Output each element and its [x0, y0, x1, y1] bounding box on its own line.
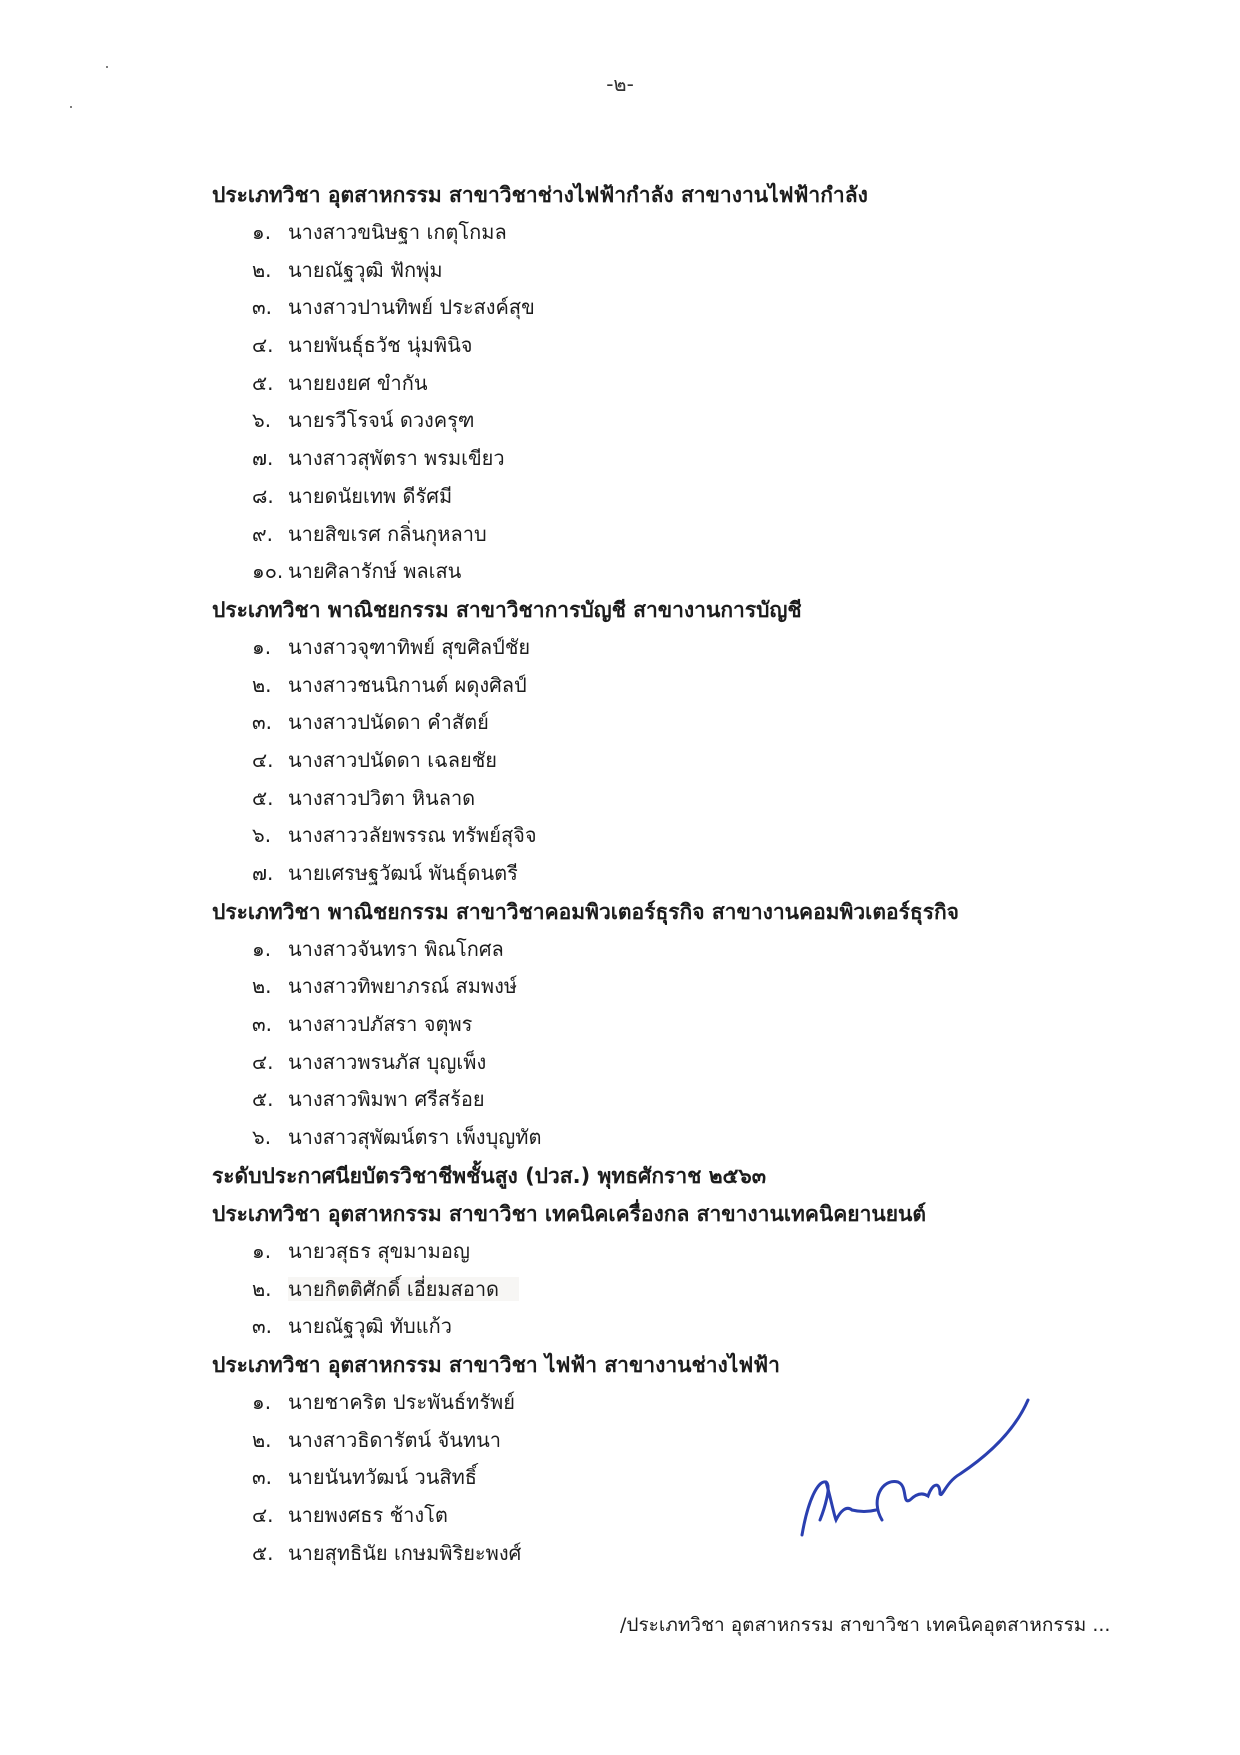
item-number: ๓.	[252, 1465, 273, 1490]
section-electric-power	[212, 176, 1212, 591]
list-item	[212, 402, 1212, 440]
item-name: นายวสุธร สุขมามอญ	[288, 1238, 470, 1263]
list-item	[212, 931, 1212, 969]
item-number: ๗.	[252, 861, 274, 885]
list-item	[212, 1044, 1212, 1082]
list-item	[212, 1081, 1212, 1119]
section-heading: ประเภทวิชา พาณิชยกรรม สาขาวิชาการบัญชี สาขางานการบัญชี	[212, 597, 802, 622]
item-name: นายพงศธร ช้างโต	[288, 1502, 448, 1527]
list-item	[212, 252, 1212, 290]
item-name: นางสาวปภัสรา จตุพร	[288, 1012, 473, 1037]
item-number: ๒.	[252, 257, 272, 282]
list-item	[212, 742, 1212, 780]
list-item	[212, 1384, 1212, 1422]
item-number: ๘.	[252, 483, 274, 508]
section-automotive	[212, 1195, 1212, 1346]
item-name: นางสาวขนิษฐา เกตุโกมล	[288, 220, 507, 244]
item-name: นางสาวพรนภัส บุญเพ็ง	[288, 1049, 487, 1074]
page-number: -๒-	[606, 72, 634, 96]
item-number: ๙.	[252, 521, 274, 546]
item-name: นายศิลารักษ์ พลเสน	[288, 559, 462, 584]
item-number: ๔.	[252, 1502, 274, 1527]
item-number: ๕.	[252, 1087, 274, 1112]
section-heading: ประเภทวิชา อุตสาหกรรม สาขาวิชาช่างไฟฟ้ากำลัง สาขางานไฟฟ้ากำลัง	[212, 183, 868, 207]
list-item	[212, 1233, 1212, 1271]
item-name: นายยงยศ ขำกัน	[288, 370, 428, 395]
item-number: ๗.	[252, 446, 274, 471]
item-number: ๑.	[252, 220, 272, 244]
item-number: ๖.	[252, 408, 272, 433]
item-name: นางสาวชนนิกานต์ ผดุงศิลป์	[288, 672, 527, 697]
item-name: นายพันธุ์ธวัช นุ่มพินิจ	[288, 333, 473, 358]
item-number: ๒.	[252, 672, 272, 697]
item-number: ๔.	[252, 1049, 274, 1074]
level-heading: ระดับประกาศนียบัตรวิชาชีพชั้นสูง (ปวส.) พุทธศักราช ๒๕๖๓	[212, 1163, 767, 1188]
section-business-computer	[212, 893, 1212, 1157]
list-item	[212, 440, 1212, 478]
item-name: นายดนัยเทพ ดีรัศมี	[288, 483, 453, 508]
item-number: ๑.	[252, 936, 272, 961]
list-item	[212, 968, 1212, 1006]
list-item	[212, 1119, 1212, 1157]
item-number: ๑.	[252, 1389, 272, 1414]
item-number: ๓.	[252, 1314, 273, 1339]
section-electrical	[212, 1346, 1212, 1572]
list-item	[212, 289, 1212, 327]
list-item	[212, 629, 1212, 667]
item-name: นายณัฐวุฒิ ทับแก้ว	[288, 1314, 452, 1339]
section-heading: ประเภทวิชา อุตสาหกรรม สาขาวิชา ไฟฟ้า สาขางานช่างไฟฟ้า	[212, 1352, 780, 1377]
item-name: นางสาวธิดารัตน์ จันทนา	[288, 1427, 501, 1452]
list-item	[212, 855, 1212, 893]
list-item	[212, 1006, 1212, 1044]
item-name: นายณัฐวุฒิ ฟักพุ่ม	[288, 257, 443, 282]
item-number: ๕.	[252, 1540, 274, 1565]
list-item	[212, 1535, 1212, 1573]
item-name: นายเศรษฐวัฒน์ พันธุ์ดนตรี	[288, 861, 518, 885]
document-body	[212, 176, 1212, 1572]
list-item	[212, 365, 1212, 403]
item-name: นายสุทธินัย เกษมพิริยะพงศ์	[288, 1540, 522, 1565]
item-name: นางสาวสุพัฒน์ตรา เพ็งบุญทัต	[288, 1125, 542, 1150]
list-item	[212, 1459, 1212, 1497]
list-item	[212, 516, 1212, 554]
item-number: ๖.	[252, 823, 272, 848]
item-number: ๒.	[252, 1276, 272, 1301]
list-item	[212, 1422, 1212, 1460]
item-name: นายสิขเรศ กลิ่นกุหลาบ	[288, 521, 487, 546]
continuation-footer: /ประเภทวิชา อุตสาหกรรม สาขาวิชา เทคนิคอุตสาหกรรม ...	[620, 1614, 1111, 1636]
item-number: ๓.	[252, 710, 273, 735]
signature-scribble	[790, 1370, 1040, 1550]
item-name: นางสาวปนัดดา คำสัตย์	[288, 710, 489, 735]
item-name: นางสาววลัยพรรณ ทรัพย์สุจิจ	[288, 823, 537, 848]
item-number: ๒.	[252, 1427, 272, 1452]
item-name: นายรวีโรจน์ ดวงครุฑ	[288, 408, 475, 433]
item-name: นายนันทวัฒน์ วนสิทธิ์	[288, 1465, 477, 1490]
item-number: ๔.	[252, 747, 274, 772]
item-name: นางสาวสุพัตรา พรมเขียว	[288, 446, 505, 471]
section-accounting	[212, 591, 1212, 893]
section-heading: ประเภทวิชา อุตสาหกรรม สาขาวิชา เทคนิคเครื่องกล สาขางานเทคนิคยานยนต์	[212, 1201, 927, 1226]
list-item	[212, 478, 1212, 516]
item-number: ๔.	[252, 333, 274, 358]
list-item	[212, 1497, 1212, 1535]
list-item	[212, 704, 1212, 742]
scan-speck	[70, 106, 72, 108]
item-number: ๓.	[252, 1012, 273, 1037]
item-name: นางสาวจันทรา พิณโกศล	[288, 936, 504, 961]
item-number: ๖.	[252, 1125, 272, 1150]
section-heading: ประเภทวิชา พาณิชยกรรม สาขาวิชาคอมพิวเตอร์ธุรกิจ สาขางานคอมพิวเตอร์ธุรกิจ	[212, 899, 959, 924]
item-number: ๓.	[252, 295, 273, 320]
item-number: ๑.	[252, 1238, 272, 1263]
item-name: นางสาวจุฑาทิพย์ สุขศิลป์ชัย	[288, 634, 531, 659]
item-name: นางสาวพิมพา ศรีสร้อย	[288, 1087, 485, 1112]
item-number: ๕.	[252, 785, 274, 810]
item-number: ๑๐.	[252, 559, 284, 584]
item-number: ๒.	[252, 974, 272, 999]
item-number: ๑.	[252, 634, 272, 659]
list-item	[212, 780, 1212, 818]
item-name: นางสาวปนัดดา เฉลยชัย	[288, 747, 497, 772]
list-item	[212, 667, 1212, 705]
item-name: นายชาคริต ประพันธ์ทรัพย์	[288, 1389, 515, 1414]
list-item	[212, 817, 1212, 855]
list-item	[212, 1308, 1212, 1346]
list-item	[212, 1271, 1212, 1309]
list-item	[212, 327, 1212, 365]
list-item	[212, 214, 1212, 252]
item-number: ๕.	[252, 370, 274, 395]
item-name: นางสาวปานทิพย์ ประสงค์สุข	[288, 295, 535, 320]
item-name: นางสาวทิพยาภรณ์ สมพงษ์	[288, 974, 518, 999]
item-name: นายกิตติศักดิ์ เอี่ยมสอาด	[288, 1277, 519, 1301]
list-item	[212, 553, 1212, 591]
item-name: นางสาวปวิตา หินลาด	[288, 785, 476, 810]
